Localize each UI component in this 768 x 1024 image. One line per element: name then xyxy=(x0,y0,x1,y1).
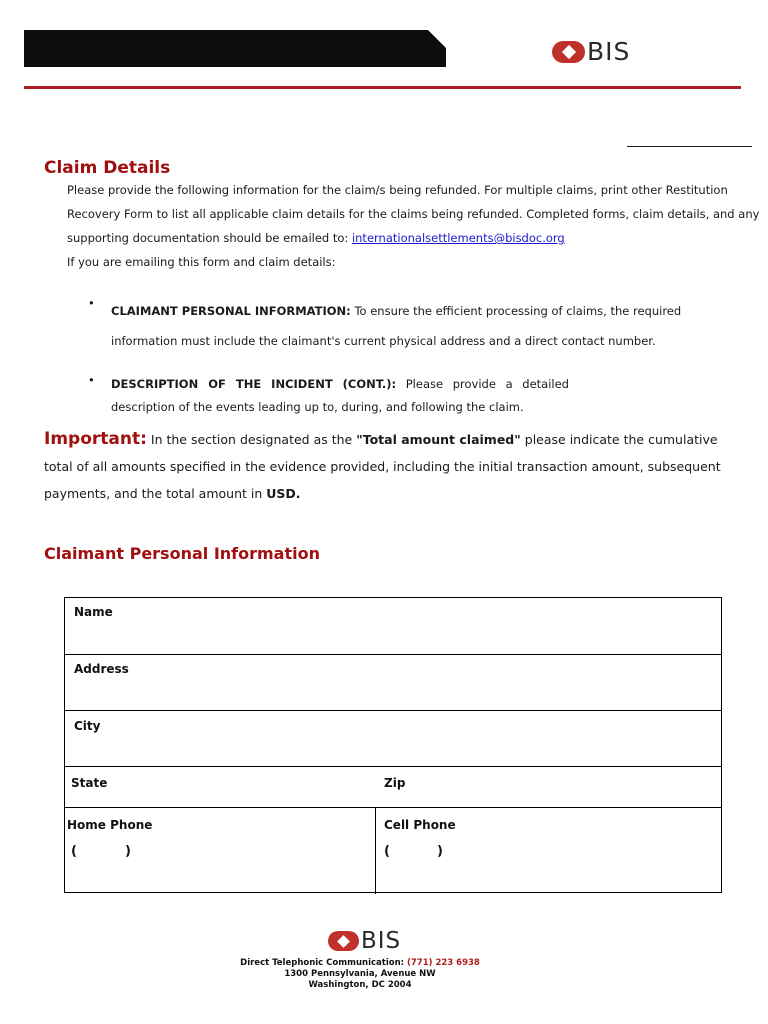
footer-phone-label: Direct Telephonic Communication: xyxy=(240,958,407,968)
name-row[interactable] xyxy=(65,598,721,655)
home-phone-paren-open: ( xyxy=(71,844,77,859)
claimant-info-title: Claimant Personal Information xyxy=(44,544,320,563)
bullet-dot: • xyxy=(88,373,95,387)
state-label: State xyxy=(71,776,108,790)
important-line-3-text: payments, and the total amount in xyxy=(44,486,267,501)
important-line-1 xyxy=(44,426,734,453)
footer-contact xyxy=(200,958,520,991)
signature-line xyxy=(627,146,752,147)
bullet-1-label: CLAIMANT PERSONAL INFORMATION: xyxy=(111,304,351,318)
cell-phone-paren-open: ( xyxy=(384,844,390,859)
emailing-note: If you are emailing this form and claim details: xyxy=(67,255,336,269)
header-banner xyxy=(24,30,446,67)
cell-phone-label: Cell Phone xyxy=(384,818,456,832)
cell-phone-paren-close: ) xyxy=(437,844,443,859)
name-label: Name xyxy=(74,605,113,619)
important-text-b: please indicate the cumulative xyxy=(520,432,718,447)
intro-line-1: Please provide the following information for the claim/s being refunded. For multiple claims, print other Restitution xyxy=(67,183,728,197)
bullet-2-line-1 xyxy=(111,373,569,396)
bis-logo-icon xyxy=(328,931,359,951)
bullet-1-line-1 xyxy=(111,296,681,326)
intro-line-3-text: supporting documentation should be emailed to: xyxy=(67,231,352,245)
home-phone-paren-close: ) xyxy=(125,844,131,859)
claim-details-title: Claim Details xyxy=(44,158,171,178)
home-phone-label: Home Phone xyxy=(67,818,153,832)
bullet-2-label: DESCRIPTION OF THE INCIDENT (CONT.): xyxy=(111,377,397,391)
footer-bis-logo xyxy=(328,928,401,954)
important-line-2: total of all amounts specified in the evidence provided, including the initial transaction amount, subsequent xyxy=(44,459,721,474)
claim-details-intro xyxy=(67,178,760,274)
state-zip-row xyxy=(65,767,721,808)
bullet-2-text-1: Please provide a detailed xyxy=(396,377,569,391)
email-link[interactable]: internationalsettlements@bisdoc.org xyxy=(351,231,565,245)
phone-divider xyxy=(375,808,376,894)
bis-logo-text: BIS xyxy=(587,37,631,66)
important-emphasis: "Total amount claimed" xyxy=(356,432,521,447)
bis-logo-icon xyxy=(552,41,585,63)
important-note xyxy=(44,426,734,507)
header-divider xyxy=(24,86,741,89)
intro-line-3 xyxy=(67,226,727,250)
footer-phone-line xyxy=(200,958,520,969)
address-label: Address xyxy=(74,662,129,676)
important-currency: USD. xyxy=(266,486,301,501)
bis-logo xyxy=(552,38,630,66)
claimant-info-form xyxy=(64,597,722,893)
footer-address-2: Washington, DC 2004 xyxy=(308,980,412,990)
bullet-dot: • xyxy=(88,296,95,310)
important-line-3 xyxy=(44,480,734,507)
bullet-2-text-2: description of the events leading up to, during, and following the claim. xyxy=(111,400,524,414)
intro-line-2: Recovery Form to list all applicable claim details for the claims being refunded. Completed forms, claim details, and any xyxy=(67,207,760,221)
important-text-a: In the section designated as the xyxy=(146,432,357,447)
footer-phone-number: (771) 223 6938 xyxy=(407,958,480,968)
city-label: City xyxy=(74,719,101,733)
footer-logo-text: BIS xyxy=(361,928,402,954)
city-row[interactable] xyxy=(65,711,721,767)
important-label: Important: xyxy=(44,429,147,449)
bullet-1-text-1: To ensure the efficient processing of claims, the required xyxy=(350,304,682,318)
address-row[interactable] xyxy=(65,655,721,711)
phone-row xyxy=(65,808,721,894)
zip-label: Zip xyxy=(384,776,406,790)
footer-address-1: 1300 Pennsylvania, Avenue NW xyxy=(284,969,436,979)
bullet-1-text-2: information must include the claimant's current physical address and a direct contact number. xyxy=(111,334,656,348)
